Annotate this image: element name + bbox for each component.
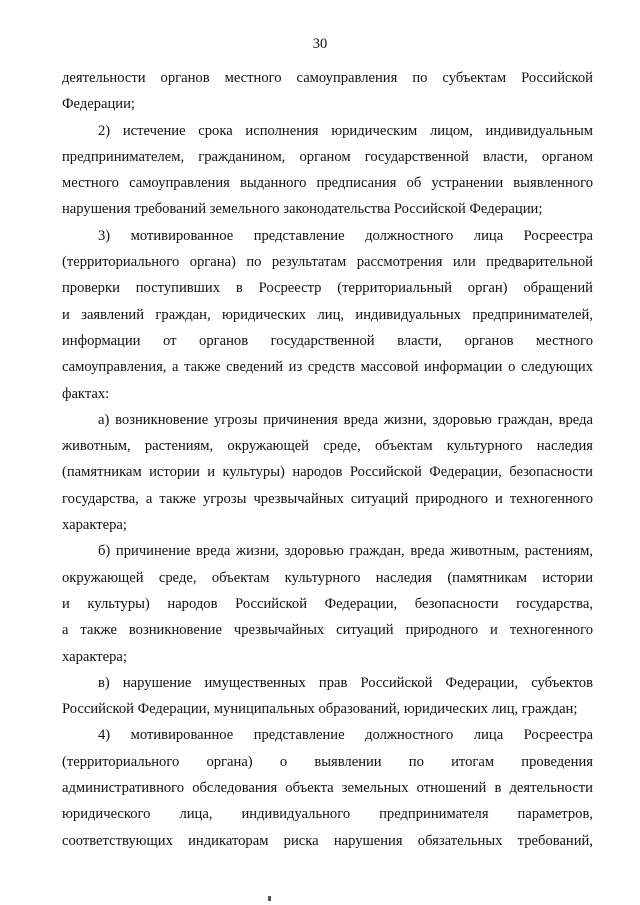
text-line: юридического лица, индивидуального предпринимателя параметров, xyxy=(62,806,593,823)
text-line: а) возникновение угрозы причинения вреда жизни, здоровью граждан, вреда xyxy=(98,411,593,428)
text-line: проверки поступивших в Росреестр (территориальный орган) обращений xyxy=(62,280,593,297)
text-line: нарушения требований земельного законодательства Российской Федерации; xyxy=(62,201,543,218)
text-line: Федерации; xyxy=(62,96,135,113)
text-line: окружающей среде, объектам культурного наследия (памятникам истории xyxy=(62,569,593,586)
text-line: информации от органов государственной власти, органов местного xyxy=(62,332,593,349)
text-line: Российской Федерации, муниципальных образований, юридических лиц, граждан; xyxy=(62,701,578,718)
text-line: 3) мотивированное представление должностного лица Росреестра xyxy=(98,227,593,244)
text-line: соответствующих индикаторам риска нарушения обязательных требований, xyxy=(62,832,593,849)
text-line: фактах: xyxy=(62,385,110,402)
text-line: местного самоуправления выданного предписания об устранении выявленного xyxy=(62,175,593,192)
text-line: самоуправления, а также сведений из средств массовой информации о следующих xyxy=(62,359,593,376)
text-line: (памятникам истории и культуры) народов Российской Федерации, безопасности xyxy=(62,464,593,481)
text-line: и заявлений граждан, юридических лиц, индивидуальных предпринимателей, xyxy=(62,306,593,323)
text-line: (территориального органа) о выявлении по итогам проведения xyxy=(62,753,593,770)
text-line: животным, растениям, окружающей среде, объектам культурного наследия xyxy=(62,438,593,455)
text-line: предпринимателем, гражданином, органом государственной власти, органом xyxy=(62,148,593,165)
text-line: характера; xyxy=(62,648,127,665)
text-line: 2) истечение срока исполнения юридическим лицом, индивидуальным xyxy=(98,122,593,139)
text-line: государства, а также угрозы чрезвычайных ситуаций природного и техногенного xyxy=(62,490,593,507)
text-line: а также возникновение чрезвычайных ситуаций природного и техногенного xyxy=(62,622,593,639)
text-line: 4) мотивированное представление должностного лица Росреестра xyxy=(98,727,593,744)
text-line: в) нарушение имущественных прав Российской Федерации, субъектов xyxy=(98,674,593,691)
text-line: и культуры) народов Российской Федерации, безопасности государства, xyxy=(62,595,593,612)
text-line: характера; xyxy=(62,517,127,534)
text-line: б) причинение вреда жизни, здоровью граждан, вреда животным, растениям, xyxy=(98,543,593,560)
page-number: 30 xyxy=(312,36,328,52)
scan-artifact xyxy=(268,896,271,901)
text-line: административного обследования объекта земельных отношений в деятельности xyxy=(62,780,593,797)
text-line: деятельности органов местного самоуправления по субъектам Российской xyxy=(62,70,593,86)
text-line: (территориального органа) по результатам рассмотрения или предварительной xyxy=(62,254,593,271)
document-body xyxy=(62,65,593,854)
